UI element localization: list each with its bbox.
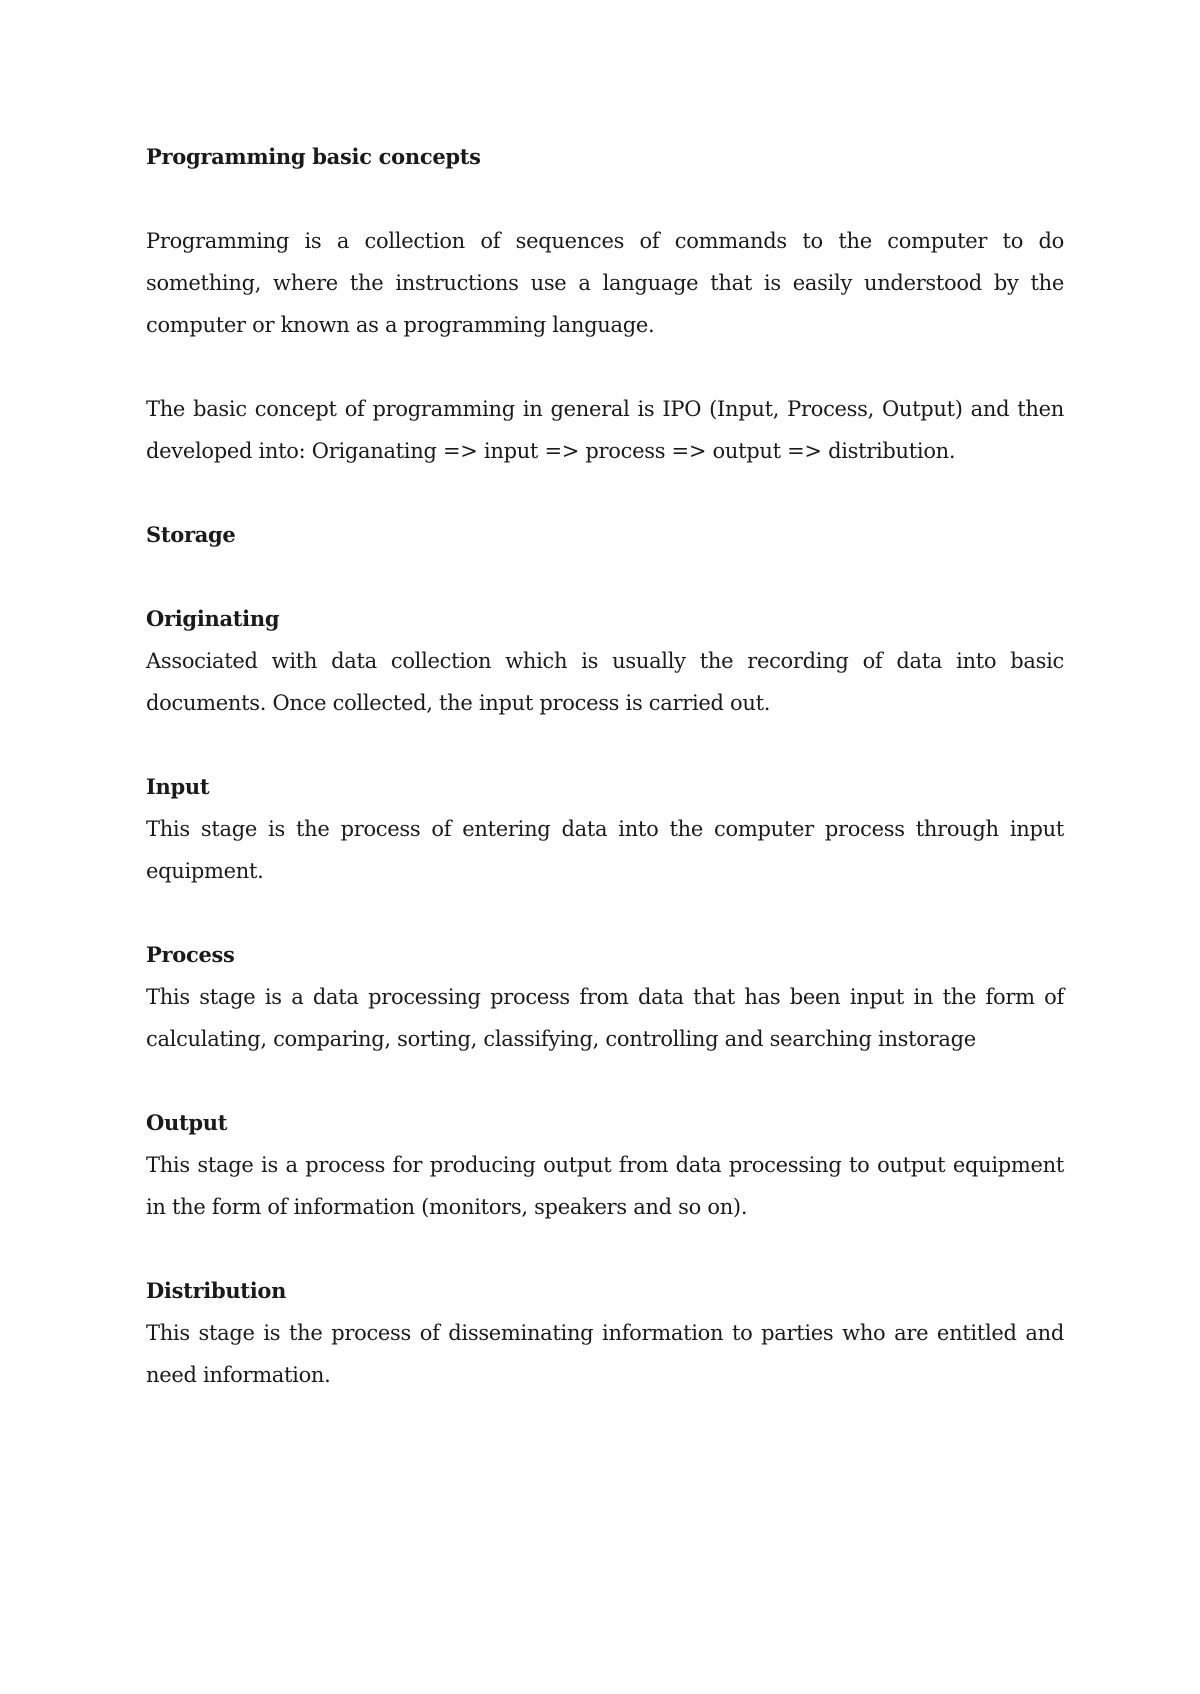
section-body: This stage is the process of entering data into the computer process through input equipment.: [146, 817, 1064, 883]
section-heading: Output: [146, 1110, 228, 1135]
page-title: Programming basic concepts: [146, 144, 481, 169]
section-heading: Distribution: [146, 1278, 287, 1303]
spacer: [146, 724, 1064, 766]
section-body: This stage is a data processing process from data that has been input in the form of calculating, comparing, sorting, classifying, controlling and searching instorage: [146, 985, 1064, 1051]
document-body: [146, 136, 1064, 1396]
section-heading: Originating: [146, 606, 280, 631]
spacer: [146, 178, 1064, 220]
section-body: This stage is a process for producing output from data processing to output equipment in the form of information (monitors, speakers and so on).: [146, 1153, 1064, 1219]
section-distribution: [146, 1270, 1064, 1396]
storage-heading: Storage: [146, 522, 236, 547]
section-output: [146, 1102, 1064, 1228]
section-body: This stage is the process of disseminating information to parties who are entitled and need information.: [146, 1321, 1064, 1387]
spacer: [146, 1060, 1064, 1102]
intro-paragraph: Programming is a collection of sequences of commands to the computer to do something, where the instructions use a language that is easily understood by the computer or known as a programming language.: [146, 229, 1064, 337]
spacer: [146, 556, 1064, 598]
section-process: [146, 934, 1064, 1060]
spacer: [146, 346, 1064, 388]
section-originating: [146, 598, 1064, 724]
spacer: [146, 892, 1064, 934]
section-heading: Input: [146, 774, 210, 799]
ipo-paragraph: The basic concept of programming in general is IPO (Input, Process, Output) and then developed into: Origanating => input => process => output => distribution.: [146, 397, 1064, 463]
spacer: [146, 472, 1064, 514]
spacer: [146, 1228, 1064, 1270]
section-body: Associated with data collection which is usually the recording of data into basic documents. Once collected, the input process is carried out.: [146, 649, 1064, 715]
section-heading: Process: [146, 942, 235, 967]
section-input: [146, 766, 1064, 892]
